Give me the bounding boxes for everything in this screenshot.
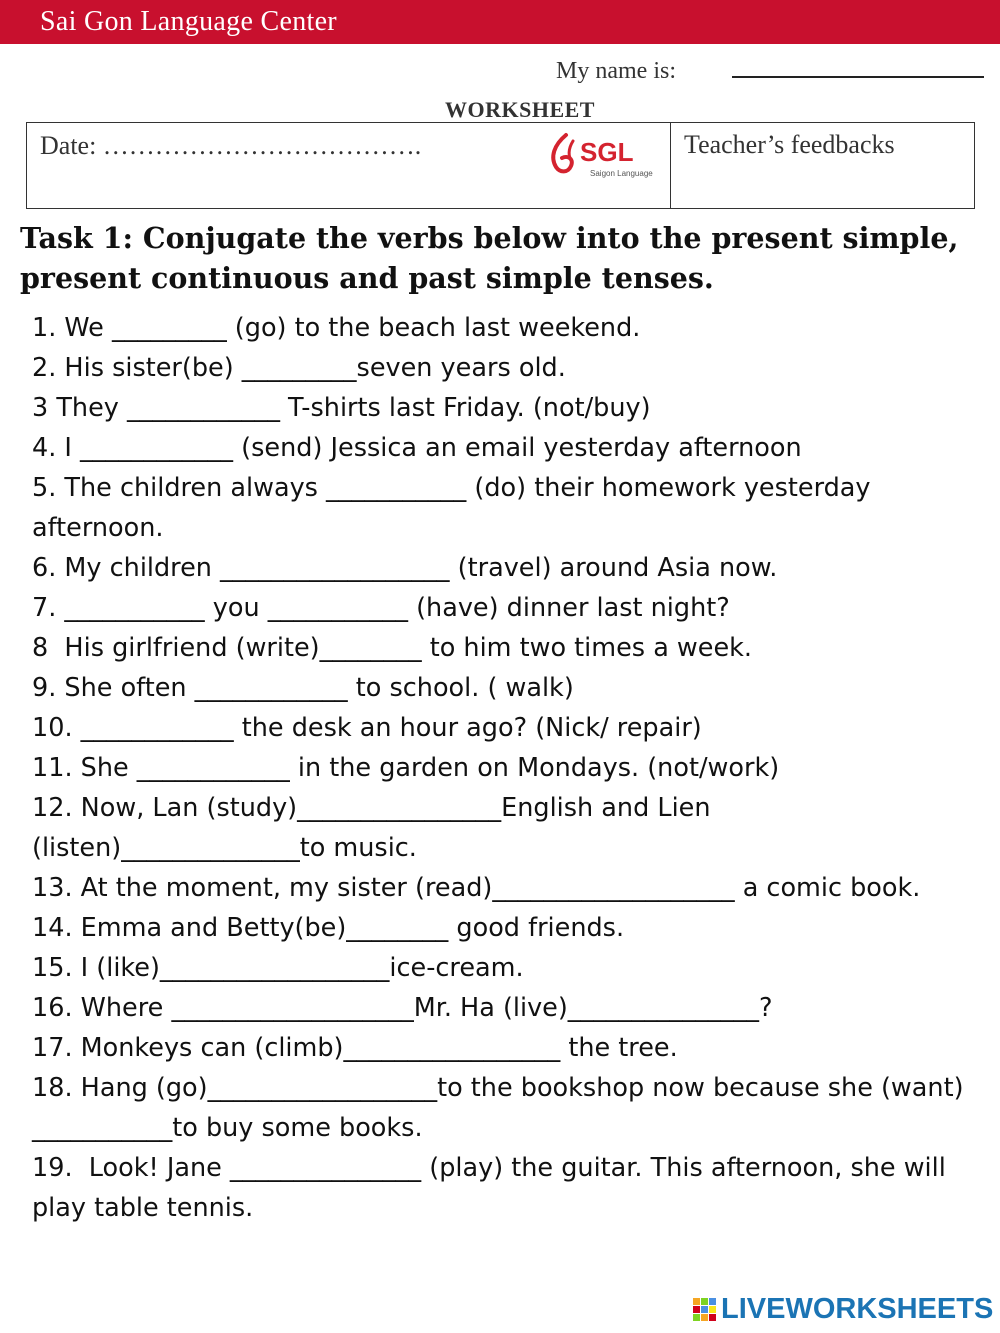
header-banner xyxy=(0,0,1000,44)
question-item: 6. My children __________________ (travel) around Asia now. xyxy=(32,553,778,583)
date-field[interactable]: Date: ………………………………. xyxy=(40,131,422,160)
question-item: 2. His sister(be) _________seven years old. xyxy=(32,353,566,383)
question-item: 18. Hang (go)__________________to the bookshop now because she (want) ___________to buy some books. xyxy=(32,1073,972,1143)
liveworksheets-logo-icon xyxy=(692,1296,718,1322)
question-item: 8 His girlfriend (write)________ to him two times a week. xyxy=(32,633,753,663)
question-item: 14. Emma and Betty(be)________ good friends. xyxy=(32,913,625,943)
question-item: 19. Look! Jane _______________ (play) the guitar. This afternoon, she will play table tennis. xyxy=(32,1153,954,1223)
question-item: 12. Now, Lan (study)________________English and Lien (listen)______________to music. xyxy=(32,793,719,863)
task-title: Task 1: Conjugate the verbs below into the present simple, present continuous and past simple tenses. xyxy=(20,221,959,295)
question-item: 11. She ____________ in the garden on Mondays. (not/work) xyxy=(32,753,780,783)
question-item: 3 They ____________ T-shirts last Friday. (not/buy) xyxy=(32,393,651,423)
question-item: 15. I (like)__________________ice-cream. xyxy=(32,953,524,983)
worksheet-title: WORKSHEET xyxy=(445,97,595,122)
name-input-line[interactable] xyxy=(732,76,984,78)
question-item: 17. Monkeys can (climb)_________________ the tree. xyxy=(32,1033,678,1063)
watermark-text: LIVEWORKSHEETS xyxy=(721,1292,994,1325)
question-list xyxy=(32,308,982,1228)
center-name: Sai Gon Language Center xyxy=(40,6,337,37)
question-item: 7. ___________ you ___________ (have) dinner last night? xyxy=(32,593,730,623)
info-box xyxy=(26,122,975,209)
question-item: 4. I ____________ (send) Jessica an email yesterday afternoon xyxy=(32,433,802,463)
question-item: 9. She often ____________ to school. ( walk) xyxy=(32,673,574,703)
question-item: 10. ____________ the desk an hour ago? (Nick/ repair) xyxy=(32,713,702,743)
liveworksheets-watermark xyxy=(692,1291,993,1327)
question-item: 16. Where ___________________Mr. Ha (live)_______________? xyxy=(32,993,773,1023)
sgl-logo xyxy=(546,131,656,183)
name-label: My name is: xyxy=(556,58,676,84)
header-divider xyxy=(670,123,671,208)
question-item: 1. We _________ (go) to the beach last weekend. xyxy=(32,313,641,343)
logo-text: SGL xyxy=(580,137,634,167)
question-item: 13. At the moment, my sister (read)___________________ a comic book. xyxy=(32,873,921,903)
logo-subtext: Saigon Language xyxy=(590,169,653,178)
question-item: 5. The children always ___________ (do) their homework yesterday afternoon. xyxy=(32,473,879,543)
teacher-feedback-label: Teacher’s feedbacks xyxy=(684,130,895,159)
